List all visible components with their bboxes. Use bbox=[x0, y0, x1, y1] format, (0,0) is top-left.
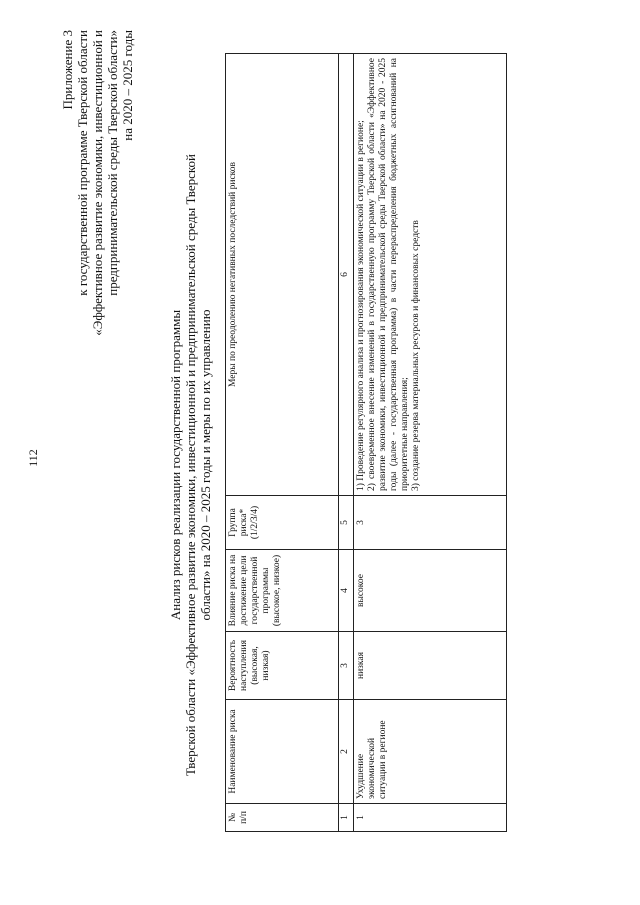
risk-impact: высокое bbox=[354, 550, 507, 632]
column-number: 1 bbox=[339, 804, 354, 832]
column-number: 2 bbox=[339, 700, 354, 804]
column-number: 5 bbox=[339, 496, 354, 550]
landscape-content bbox=[20, 20, 620, 880]
column-number: 3 bbox=[339, 632, 354, 700]
risk-group: 3 bbox=[354, 496, 507, 550]
column-number: 6 bbox=[339, 54, 354, 496]
table-header-row bbox=[226, 54, 339, 832]
title-line: Тверской области «Эффективное развитие экономики, инвестиционной и предпринимательской среды Тверской bbox=[183, 154, 198, 776]
risk-measures bbox=[354, 54, 507, 496]
header-probability: Вероятность наступления (высокая, низкая) bbox=[226, 632, 339, 700]
measure-item: 2) своевременное внесение изменений в государственную программу Тверской области «Эффективное развитие экономики, инвестиционной и предпринимательской среды Тверской области» на 2020 - 2025 годы (далее - государственная программа) в части перераспределения бюджетных ассигнований на приоритетные направления; bbox=[367, 58, 410, 491]
appendix-header bbox=[60, 30, 135, 350]
header-measures: Меры по преодолению негативных последствий рисков bbox=[226, 54, 339, 496]
header-risk-group: Группа риска* (1/2/3/4) bbox=[226, 496, 339, 550]
appendix-line: «Эффективное развитие экономики, инвестиционной и bbox=[90, 30, 105, 336]
table-row bbox=[354, 54, 507, 832]
header-number: № п/п bbox=[226, 804, 339, 832]
header-impact: Влияние риска на достижение цели государственной программы (высокое, низкое) bbox=[226, 550, 339, 632]
appendix-line: предпринимательской среды Тверской области» bbox=[105, 30, 120, 296]
header-risk-name: Наименование риска bbox=[226, 700, 339, 804]
page-number: 112 bbox=[26, 449, 40, 467]
risk-name: Ухудшение экономической ситуации в регионе bbox=[354, 700, 507, 804]
measure-item: 1) Проведение регулярного анализа и прогнозирования экономической ситуации в регионе; bbox=[356, 120, 366, 491]
title-line: области» на 2020 – 2025 годы и меры по их управлению bbox=[198, 309, 213, 621]
column-number-row bbox=[339, 54, 354, 832]
appendix-line: Приложение 3 bbox=[60, 30, 75, 110]
measure-item: 3) создание резерва материальных ресурсов и финансовых средств bbox=[411, 220, 421, 491]
risk-probability: низкая bbox=[354, 632, 507, 700]
risk-table bbox=[225, 53, 507, 832]
appendix-line: к государственной программе Тверской области bbox=[75, 30, 90, 296]
column-number: 4 bbox=[339, 550, 354, 632]
appendix-line: на 2020 – 2025 годы bbox=[120, 30, 135, 141]
row-number: 1 bbox=[354, 804, 507, 832]
title-line: Анализ рисков реализации государственной программы bbox=[168, 309, 183, 621]
document-title bbox=[168, 110, 213, 820]
